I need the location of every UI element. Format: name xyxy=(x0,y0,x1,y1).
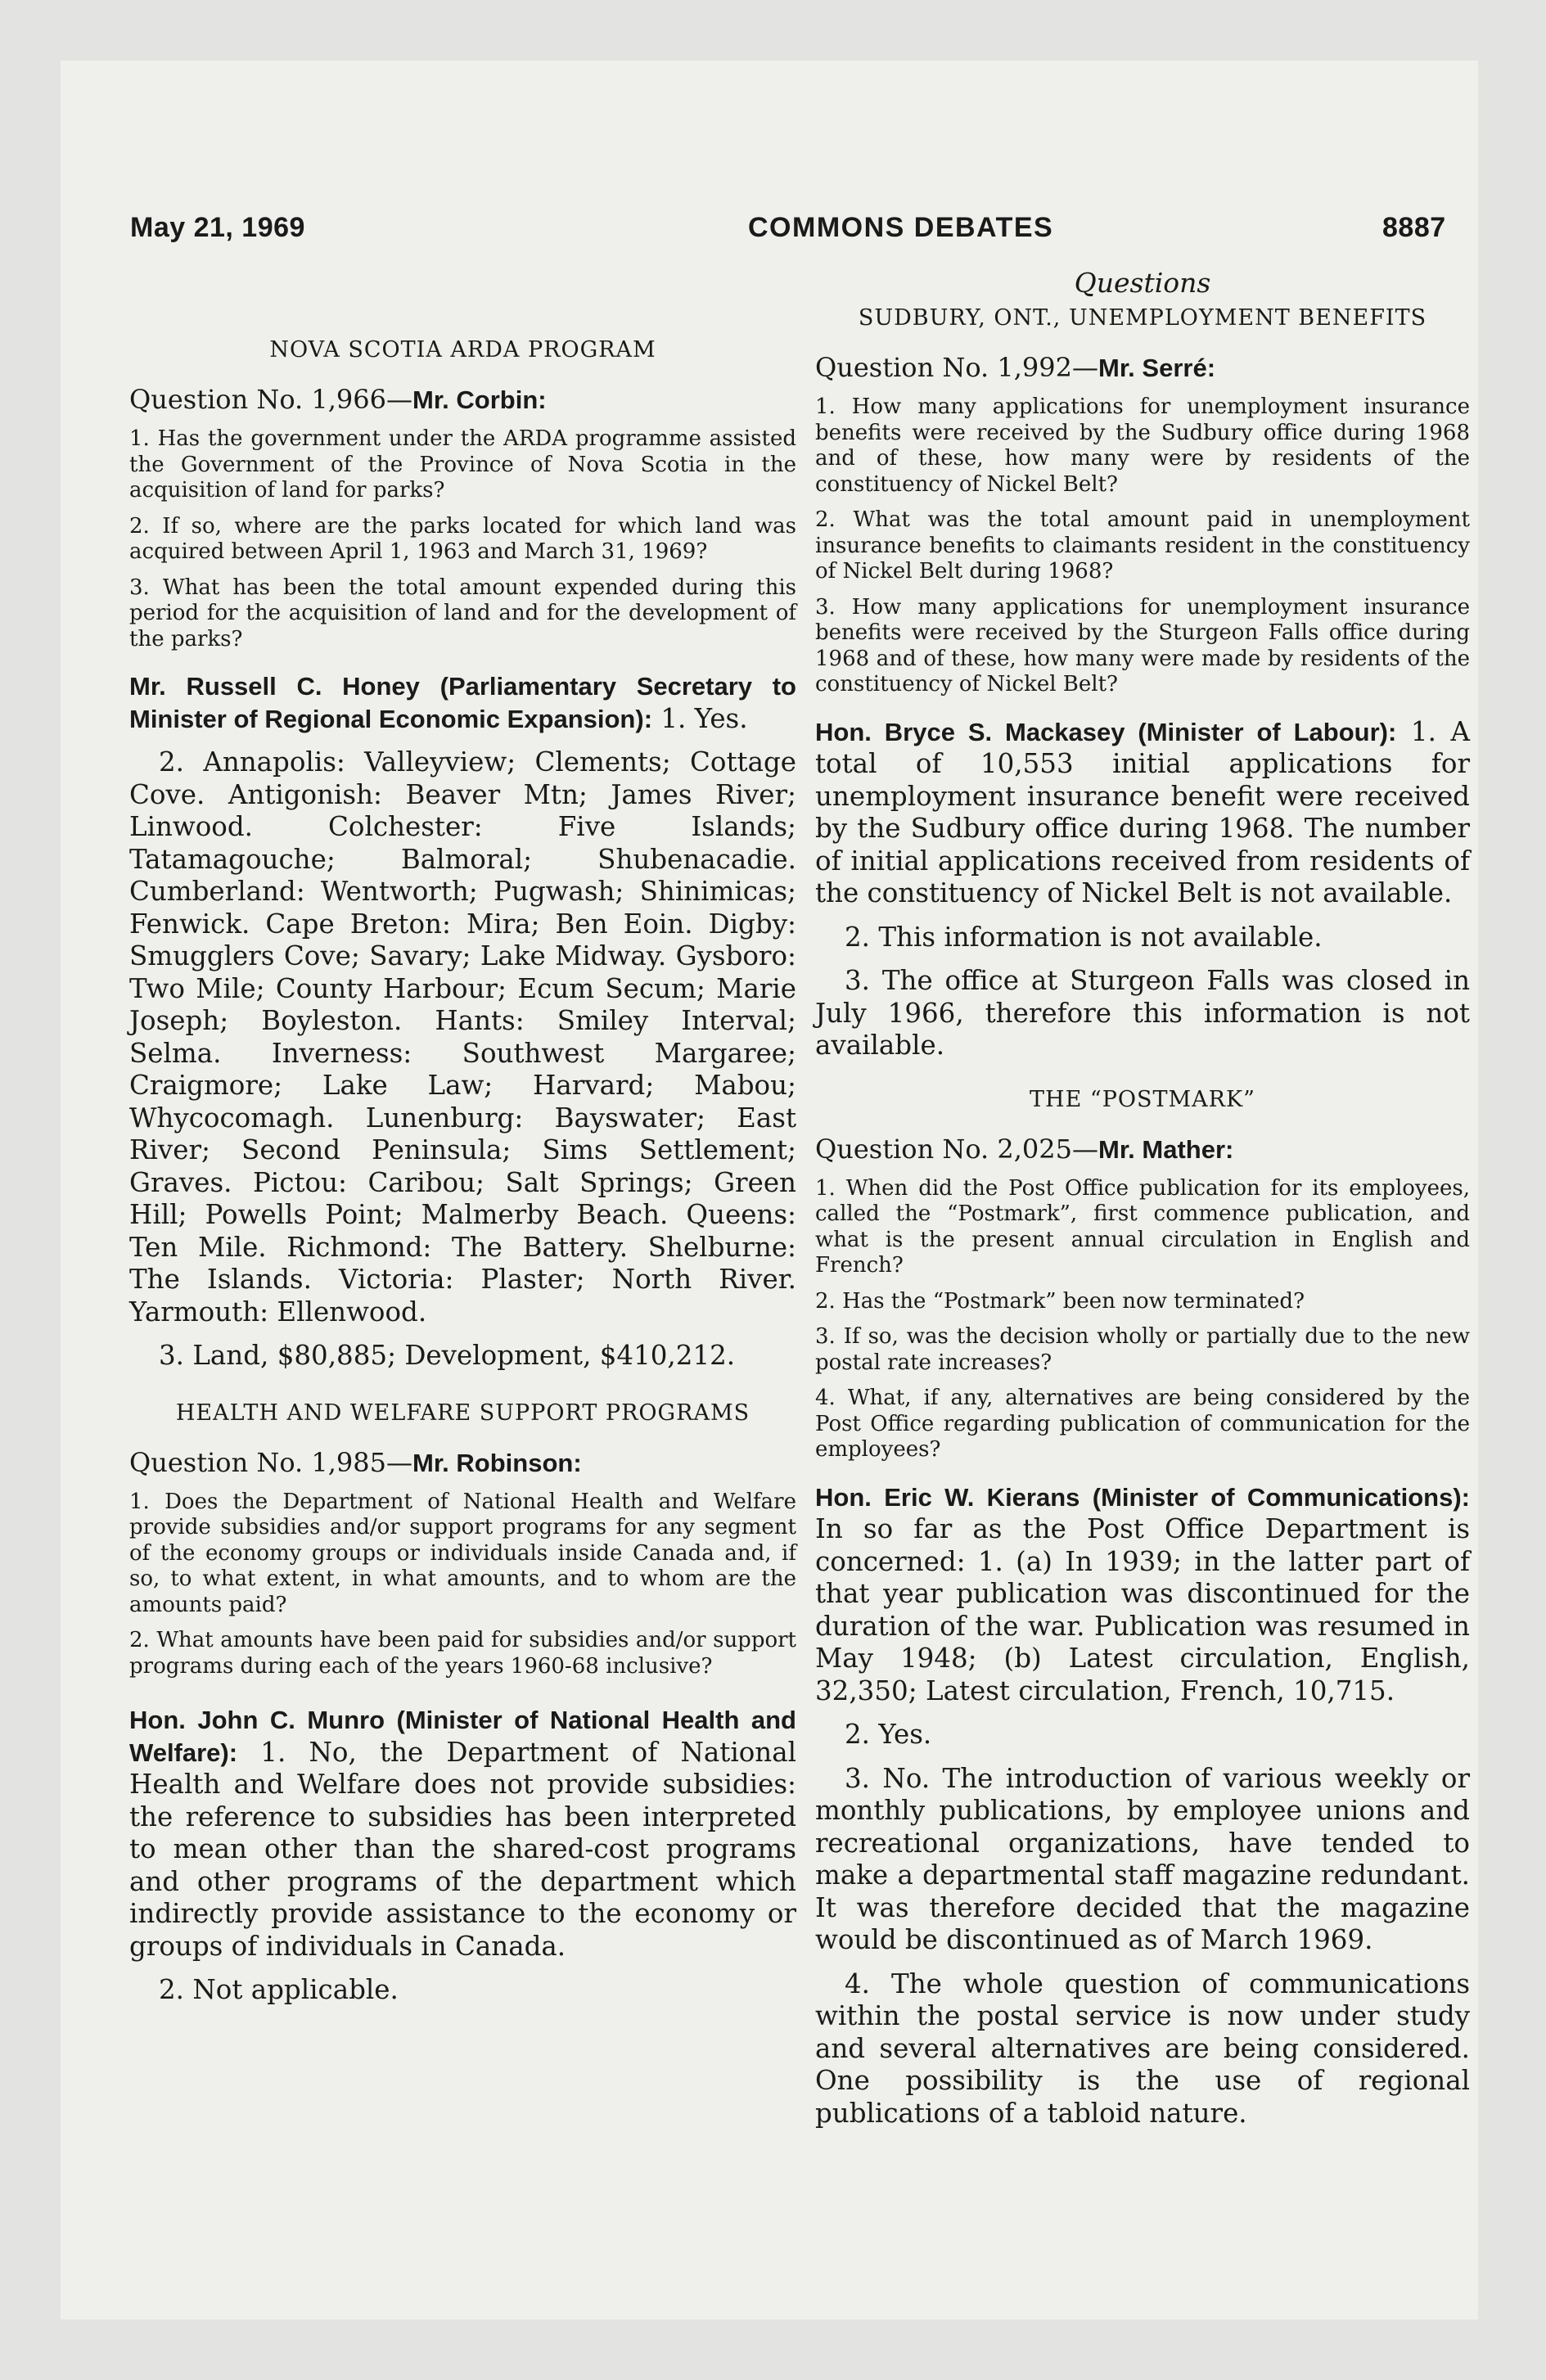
answer-speaker: Hon. Eric W. Kierans (Minister of Communications): xyxy=(815,1482,1470,1512)
answer-paragraph: 3. The office at Sturgeon Falls was closed in July 1966, therefore this information is not available. xyxy=(815,965,1470,1061)
question-item: 3. If so, was the decision wholly or partially due to the new postal rate increases? xyxy=(815,1324,1470,1375)
question-number: Question No. 2,025— xyxy=(815,1133,1098,1165)
question-item: 4. What, if any, alternatives are being considered by the Post Office regarding publication of communication for the employees? xyxy=(815,1386,1470,1462)
answer-paragraph xyxy=(129,1704,796,1963)
answer-speaker: Hon. Bryce S. Mackasey (Minister of Labour): xyxy=(815,717,1397,746)
answer-text: 1. No, the Department of National Health and Welfare does not provide subsidies: the reference to subsidies has been interpreted to mean other than the shared-cost programs and other programs of the department which indirectly provide assistance to the economy or groups of individuals in Canada. xyxy=(129,1736,796,1962)
section-label: Questions xyxy=(1074,267,1211,299)
answer-text: In so far as the Post Office Department is concerned: 1. (a) In 1939; in the latter part of that year publication was discontinued for the duration of the war. Publication was resumed in May 1948; (b) Latest circulation, English, 32,350; Latest circulation, French, 10,715. xyxy=(815,1513,1470,1706)
header-page-number: 8887 xyxy=(1382,212,1446,243)
answer-paragraph: 2. This information is not available. xyxy=(845,921,1323,953)
question-item: 2. What was the total amount paid in unemployment insurance benefits to claimants resident in the constituency of Nickel Belt during 1968? xyxy=(815,507,1470,584)
answer-paragraph xyxy=(815,716,1470,910)
question-asker: Mr. Corbin: xyxy=(412,385,547,414)
question-item: 1. Does the Department of National Health and Welfare provide subsidies and/or support programs for any segment of the economy groups or individuals inside Canada and, if so, to what extent, in what amounts, and to whom are the amounts paid? xyxy=(129,1489,796,1617)
question-item: 3. How many applications for unemployment insurance benefits were received by the Sturgeon Falls office during 1968 and of these, how many were made by residents of the constituency of Nickel Belt? xyxy=(815,594,1470,696)
question-asker: Mr. Serré: xyxy=(1098,354,1216,382)
answer-text: 1. A total of 10,553 initial applications for unemployment insurance benefit were received by the Sudbury office during 1968. The number of initial applications received from residents of the constituency of Nickel Belt is not available. xyxy=(815,715,1471,908)
question-asker: Mr. Mather: xyxy=(1098,1134,1234,1164)
question-item: 2. If so, where are the parks located for which land was acquired between April 1, 1963 and March 31, 1969? xyxy=(129,513,796,564)
answer-paragraph: 4. The whole question of communications within the postal service is now under study and several alternatives are being considered. One possibility is the use of regional publications of a tabloid nature. xyxy=(815,1968,1470,2129)
question-line-1992 xyxy=(815,352,1470,383)
question-item: 2. What amounts have been paid for subsidies and/or support programs during each of the years 1960-68 inclusive? xyxy=(129,1628,796,1679)
right-column xyxy=(815,267,1471,2141)
question-item: 1. When did the Post Office publication for its employees, called the “Postmark”, first commence publication, and what is the present annual circulation in English and French? xyxy=(815,1175,1470,1278)
answer-paragraph xyxy=(815,1481,1470,1708)
question-item: 2. Has the “Postmark” been now terminated? xyxy=(815,1288,1305,1314)
question-item: 3. What has been the total amount expended during this period for the acquisition of land and for the development of the parks? xyxy=(129,575,796,651)
question-asker: Mr. Robinson: xyxy=(412,1448,582,1477)
answer-text: 1. Yes. xyxy=(652,702,748,734)
question-item: 1. Has the government under the ARDA programme assisted the Government of the Province of Nova Scotia in the acquisition of land for parks? xyxy=(129,426,796,503)
section-heading-nova-scotia: NOVA SCOTIA ARDA PROGRAM xyxy=(269,337,656,363)
answer-paragraph: 2. Not applicable. xyxy=(159,1974,399,2005)
section-heading-postmark: THE “POSTMARK” xyxy=(1030,1086,1255,1112)
answer-paragraph: 3. Land, $80,885; Development, $410,212. xyxy=(159,1340,736,1371)
header-date: May 21, 1969 xyxy=(130,212,305,243)
answer-speaker: Mr. Russell C. Honey (Parliamentary Secretary to Minister of Regional Economic Expansion): xyxy=(129,672,796,733)
answer-paragraph xyxy=(129,670,796,735)
question-number: Question No. 1,992— xyxy=(815,352,1098,383)
header-title: COMMONS DEBATES xyxy=(748,212,1054,243)
question-line-1966 xyxy=(129,384,796,415)
question-line-2025 xyxy=(815,1134,1470,1165)
section-heading-health: HEALTH AND WELFARE SUPPORT PROGRAMS xyxy=(175,1400,750,1426)
question-line-1985 xyxy=(129,1447,796,1478)
answer-paragraph: 2. Annapolis: Valleyview; Clements; Cottage Cove. Antigonish: Beaver Mtn; James River; Linwood. Colchester: Five Islands; Tatamagouche; Balmoral; Shubenacadie. Cumberland: Wentworth; Pugwash; Shinimicas; Fenwick. Cape Breton: Mira; Ben Eoin. Digby: Smugglers Cove; Savary; Lake Midway. Gysboro: Two Mile; County Harbour; Ecum Secum; Marie Joseph; Boyleston. Hants: Smiley Interval; Selma. Inverness: Southwest Margaree; Craigmore; Lake Law; Harvard; Mabou; Whycocomagh. Lunenburg: Bayswater; East River; Second Peninsula; Sims Settlement; Graves. Pictou: Caribou; Salt Springs; Green Hill; Powells Point; Malmerby Beach. Queens: Ten Mile. Richmond: The Battery. Shelburne: The Islands. Victoria: Plaster; North River. Yarmouth: Ellenwood. xyxy=(129,746,796,1327)
answer-paragraph: 2. Yes. xyxy=(845,1719,932,1750)
document-page xyxy=(61,61,1478,2319)
question-number: Question No. 1,985— xyxy=(129,1446,412,1478)
question-item: 1. How many applications for unemployment insurance benefits were received by the Sudbury office during 1968 and of these, how many were by residents of the constituency of Nickel Belt? xyxy=(815,394,1470,497)
answer-speaker: Hon. John C. Munro (Minister of National Health and Welfare): xyxy=(129,1706,796,1767)
answer-paragraph: 3. No. The introduction of various weekly or monthly publications, by employee unions and recreational organizations, have tended to make a departmental staff magazine redundant. It was therefore decided that the magazine would be discontinued as of March 1969. xyxy=(815,1762,1470,1955)
question-number: Question No. 1,966— xyxy=(129,384,412,415)
section-heading-sudbury: SUDBURY, ONT., UNEMPLOYMENT BENEFITS xyxy=(858,305,1427,331)
left-column xyxy=(129,306,796,2018)
